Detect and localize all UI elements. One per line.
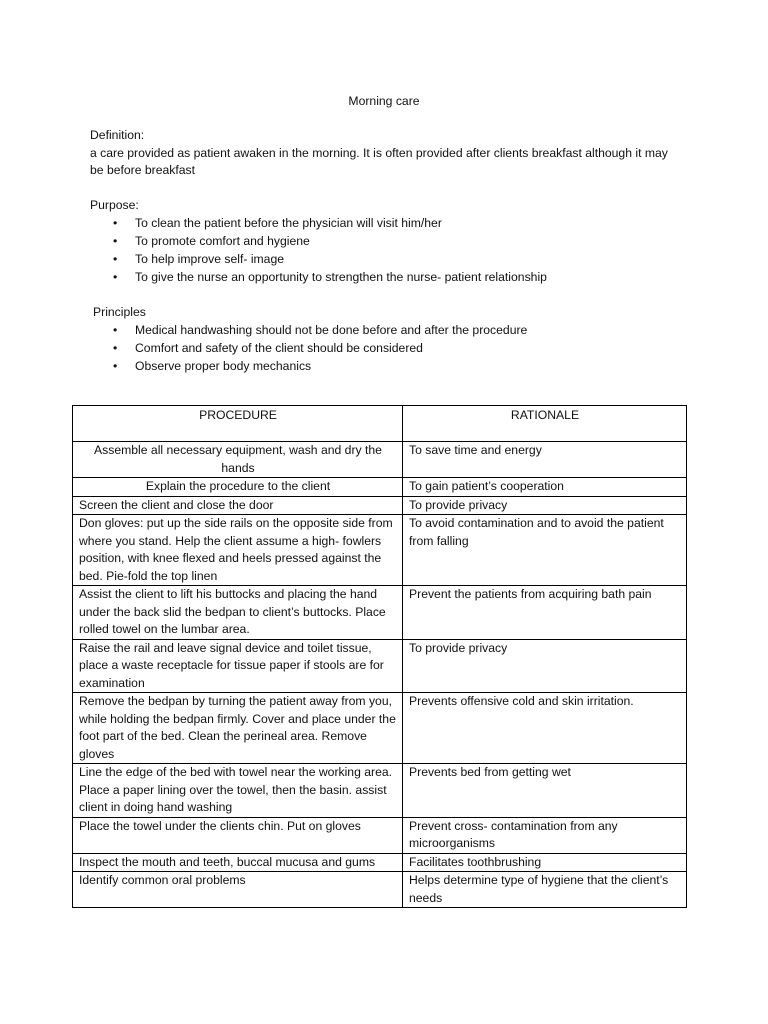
procedure-cell: Identify common oral problems [73, 872, 403, 908]
procedure-cell: Assemble all necessary equipment, wash and dry the hands [73, 442, 403, 478]
table-row [73, 515, 687, 586]
list-item: • To clean the patient before the physician will visit him/her [90, 215, 680, 233]
rationale-cell: To provide privacy [403, 639, 687, 693]
bullet-icon: • [113, 251, 118, 266]
list-item: • To give the nurse an opportunity to strengthen the nurse- patient relationship [90, 269, 680, 287]
page-title: Morning care [348, 94, 420, 108]
rationale-cell: To provide privacy [403, 496, 687, 515]
rationale-cell: Helps determine type of hygiene that the client’s needs [403, 872, 687, 908]
bullet-icon: • [113, 340, 118, 355]
bullet-icon: • [113, 233, 118, 248]
procedure-table [72, 405, 687, 908]
definition-section [90, 127, 680, 180]
purpose-section [90, 197, 680, 287]
table-header-row [73, 406, 687, 442]
procedure-cell: Remove the bedpan by turning the patient away from you, while holding the bedpan firmly. Cover and place under the foot part of the bed. Clean the perineal area. Remove gloves [73, 693, 403, 764]
rationale-cell: Prevents bed from getting wet [403, 764, 687, 818]
list-item: • Observe proper body mechanics [90, 358, 683, 376]
definition-heading: Definition: [90, 128, 145, 142]
rationale-cell: Facilitates toothbrushing [403, 853, 687, 872]
procedure-column-header: PROCEDURE [73, 406, 403, 442]
table-row [73, 764, 687, 818]
table-row [73, 872, 687, 908]
principles-heading: Principles [93, 305, 146, 319]
list-item: • To promote comfort and hygiene [90, 233, 680, 251]
procedure-cell: Assist the client to lift his buttocks and placing the hand under the back slid the bedpan to client’s buttocks. Place rolled towel on the lumbar area. [73, 586, 403, 640]
procedure-cell: Explain the procedure to the client [73, 478, 403, 497]
table-row [73, 853, 687, 872]
bullet-icon: • [113, 269, 118, 284]
bullet-icon: • [113, 322, 118, 337]
table-row [73, 496, 687, 515]
procedure-cell: Raise the rail and leave signal device and toilet tissue, place a waste receptacle for tissue paper if stools are for examination [73, 639, 403, 693]
bullet-icon: • [113, 215, 118, 230]
rationale-column-header: RATIONALE [403, 406, 687, 442]
list-item: • Medical handwashing should not be done before and after the procedure [90, 322, 683, 340]
definition-text: a care provided as patient awaken in the morning. It is often provided after clients breakfast although it may be before breakfast [90, 145, 668, 177]
procedure-cell: Don gloves: put up the side rails on the opposite side from where you stand. Help the client assume a high- fowlers position, with knee flexed and heels pressed against the bed. Pie-fold the top linen [73, 515, 403, 586]
procedure-cell: Place the towel under the clients chin. Put on gloves [73, 817, 403, 853]
rationale-cell: To gain patient’s cooperation [403, 478, 687, 497]
list-item: • To help improve self- image [90, 251, 680, 269]
rationale-cell: Prevents offensive cold and skin irritation. [403, 693, 687, 764]
purpose-heading: Purpose: [90, 198, 139, 212]
bullet-icon: • [113, 358, 118, 373]
principles-section [93, 304, 683, 376]
list-item: • Comfort and safety of the client should be considered [90, 340, 683, 358]
rationale-cell: To save time and energy [403, 442, 687, 478]
procedure-cell: Line the edge of the bed with towel near the working area. Place a paper lining over the towel, then the basin. assist client in doing hand washing [73, 764, 403, 818]
table-row [73, 586, 687, 640]
table-row [73, 442, 687, 478]
table-row [73, 478, 687, 497]
table-row [73, 817, 687, 853]
table-row [73, 639, 687, 693]
rationale-cell: Prevent the patients from acquiring bath pain [403, 586, 687, 640]
purpose-list [90, 215, 680, 287]
rationale-cell: Prevent cross- contamination from any microorganisms [403, 817, 687, 853]
procedure-cell: Screen the client and close the door [73, 496, 403, 515]
table-row [73, 693, 687, 764]
principles-list [90, 322, 683, 376]
rationale-cell: To avoid contamination and to avoid the patient from falling [403, 515, 687, 586]
procedure-cell: Inspect the mouth and teeth, buccal mucusa and gums [73, 853, 403, 872]
